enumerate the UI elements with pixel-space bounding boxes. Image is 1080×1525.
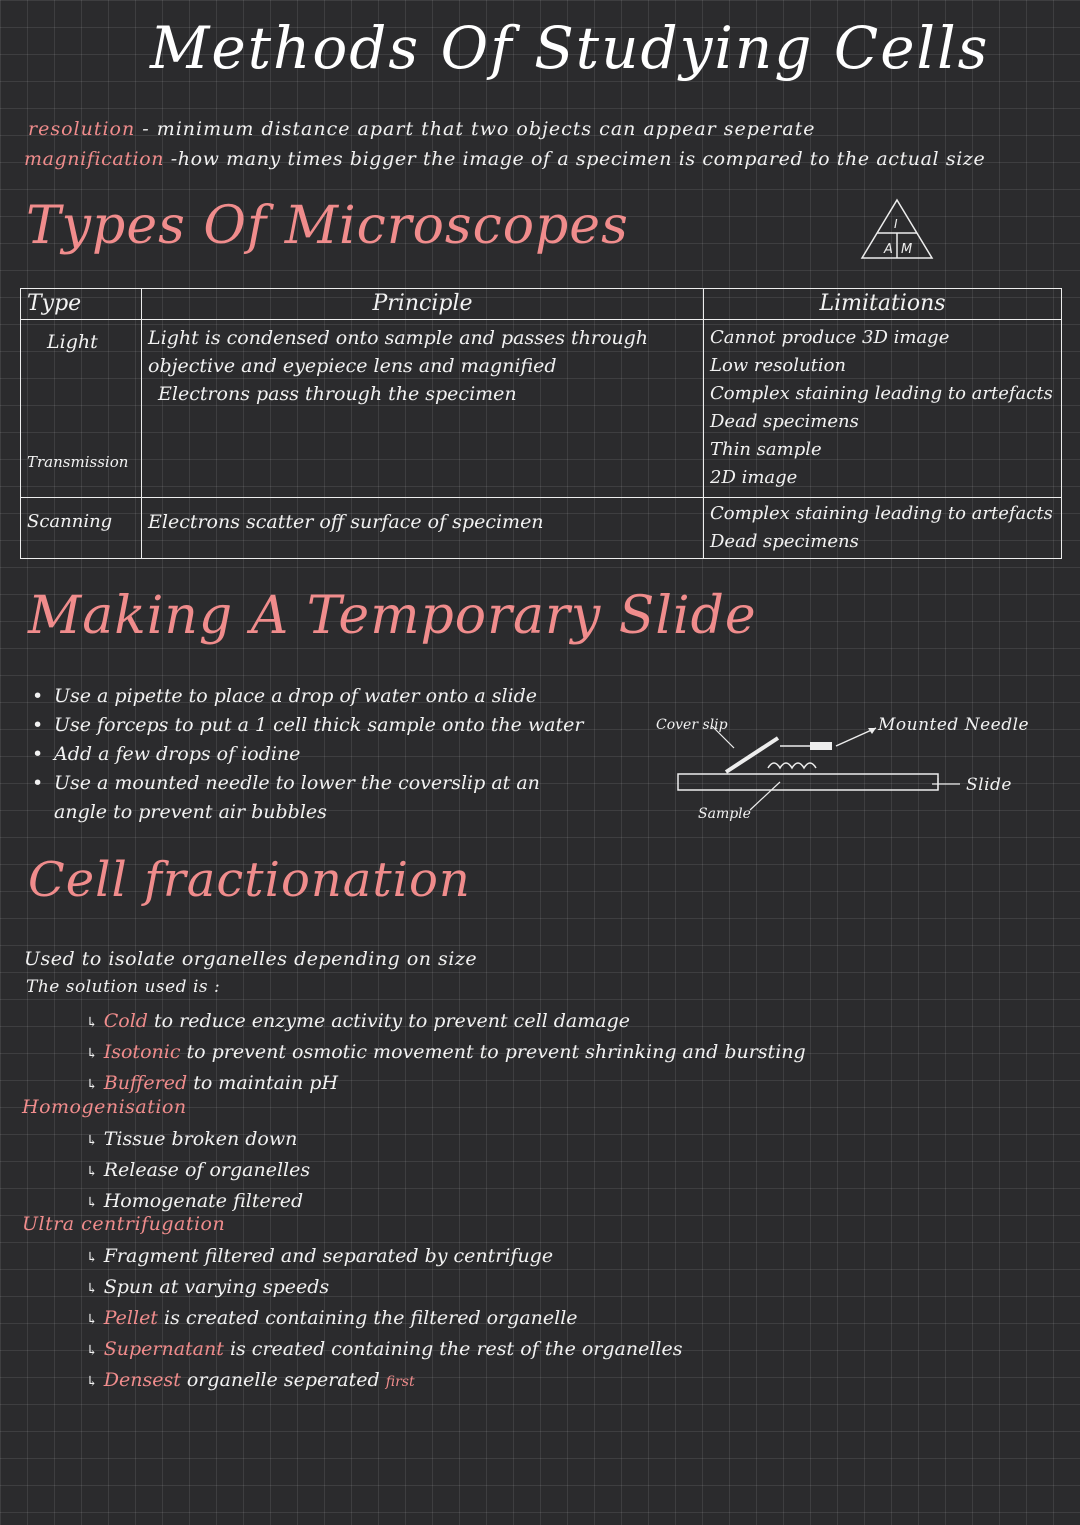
definition-text: how many times bigger the image of a specimen is compared to the actual size: [177, 148, 986, 170]
arrow-icon: ↳: [86, 1195, 98, 1211]
list-item: ↳ Pellet is created containing the filtered organelle: [86, 1307, 578, 1329]
fractionation-heading: Cell fractionation: [28, 852, 471, 908]
list-item: ↳ Buffered to maintain pH: [86, 1072, 339, 1094]
triangle-i: I: [894, 217, 898, 231]
microscopes-heading: Types Of Microscopes: [26, 196, 629, 256]
triangle-a: A: [884, 242, 893, 257]
slide-heading: Making A Temporary Slide: [28, 586, 757, 646]
sample-shape: [768, 763, 816, 768]
label-cover-slip: Cover slip: [656, 717, 728, 733]
term-resolution: resolution: [28, 118, 136, 140]
limitation-item: Dead specimens: [710, 411, 859, 432]
solution-intro: The solution used is :: [26, 977, 221, 997]
principle-scanning: Electrons scatter off surface of specimen: [142, 498, 704, 559]
type-scanning: Scanning: [21, 498, 142, 559]
label-sample: Sample: [698, 806, 751, 822]
limitation-item: Thin sample: [710, 439, 822, 460]
list-item: • Add a few drops of iodine: [32, 740, 592, 769]
arrow-icon: ↳: [86, 1281, 98, 1297]
label-mounted-needle: Mounted Needle: [878, 715, 1030, 735]
type-transmission: Transmission: [27, 453, 129, 471]
needle-icon: [810, 742, 832, 750]
list-item: ↳ Fragment filtered and separated by centrifuge: [86, 1245, 554, 1267]
label-slide: Slide: [966, 775, 1012, 795]
list-item: ↳ Isotonic to prevent osmotic movement to prevent shrinking and bursting: [86, 1041, 806, 1063]
limitation-item: Complex staining leading to artefacts: [710, 503, 1053, 524]
homogenisation-heading: Homogenisation: [22, 1096, 187, 1118]
solution-list: [86, 1007, 806, 1100]
arrow-icon: ↳: [86, 1312, 98, 1328]
principle-cell: [142, 320, 704, 498]
header-principle: Principle: [142, 289, 704, 320]
homogenisation-list: [86, 1125, 310, 1218]
limitation-item: Complex staining leading to artefacts: [710, 383, 1053, 404]
principle-light: Light is condensed onto sample and passes through objective and eyepiece lens and magnified: [148, 327, 649, 377]
header-type: Type: [21, 289, 142, 320]
table-row: [21, 498, 1062, 559]
ultra-list: [86, 1242, 683, 1397]
triangle-m: M: [901, 242, 913, 257]
limitations-cell: [704, 498, 1062, 559]
list-item: ↳ Homogenate filtered: [86, 1190, 304, 1212]
table-row: [21, 320, 1062, 498]
page-title: Methods Of Studying Cells: [150, 14, 990, 82]
arrow-icon: ↳: [86, 1015, 98, 1031]
list-item: ↳ Densest organelle seperated first: [86, 1369, 415, 1391]
arrow-icon: ↳: [86, 1077, 98, 1093]
magnification-triangle-icon: [858, 196, 936, 262]
list-item: ↳ Release of organelles: [86, 1159, 311, 1181]
list-item: ↳ Cold to reduce enzyme activity to prevent cell damage: [86, 1010, 631, 1032]
definition-magnification: magnification -how many times bigger the image of a specimen is compared to the actual size: [24, 148, 986, 170]
limitation-item: Cannot produce 3D image: [710, 327, 950, 348]
arrow-icon: ↳: [86, 1133, 98, 1149]
table-header-row: [21, 289, 1062, 320]
type-light: Light: [47, 331, 98, 353]
slide-steps: [32, 682, 592, 827]
list-item: • Use forceps to put a 1 cell thick sample onto the water: [32, 711, 592, 740]
coverslip-line: [726, 738, 778, 772]
limitation-item: 2D image: [710, 467, 798, 488]
list-item: ↳ Supernatant is created containing the rest of the organelles: [86, 1338, 683, 1360]
header-limitations: Limitations: [704, 289, 1062, 320]
arrow-icon: ↳: [86, 1046, 98, 1062]
limitation-item: Dead specimens: [710, 531, 859, 552]
arrow-icon: ↳: [86, 1343, 98, 1359]
arrow-icon: ↳: [86, 1374, 98, 1390]
term-magnification: magnification: [24, 148, 165, 170]
type-cell: [21, 320, 142, 498]
arrow-icon: ↳: [86, 1164, 98, 1180]
list-item: • Use a pipette to place a drop of water onto a slide: [32, 682, 592, 711]
limitation-item: Low resolution: [710, 355, 847, 376]
fractionation-intro: Used to isolate organelles depending on size: [24, 948, 478, 970]
list-item: • Use a mounted needle to lower the coverslip at an angle to prevent air bubbles: [32, 769, 574, 827]
definition-text: minimum distance apart that two objects can appear seperate: [156, 118, 816, 140]
arrow-icon: ↳: [86, 1250, 98, 1266]
list-item: ↳ Spun at varying speeds: [86, 1276, 330, 1298]
list-item: ↳ Tissue broken down: [86, 1128, 298, 1150]
principle-transmission: Electrons pass through the specimen: [158, 383, 517, 405]
slide-rect: [678, 774, 938, 790]
ultra-heading: Ultra centrifugation: [22, 1213, 226, 1235]
limitations-cell: [704, 320, 1062, 498]
microscope-table: [20, 288, 1062, 559]
definition-resolution: resolution - minimum distance apart that two objects can appear seperate: [28, 118, 816, 140]
